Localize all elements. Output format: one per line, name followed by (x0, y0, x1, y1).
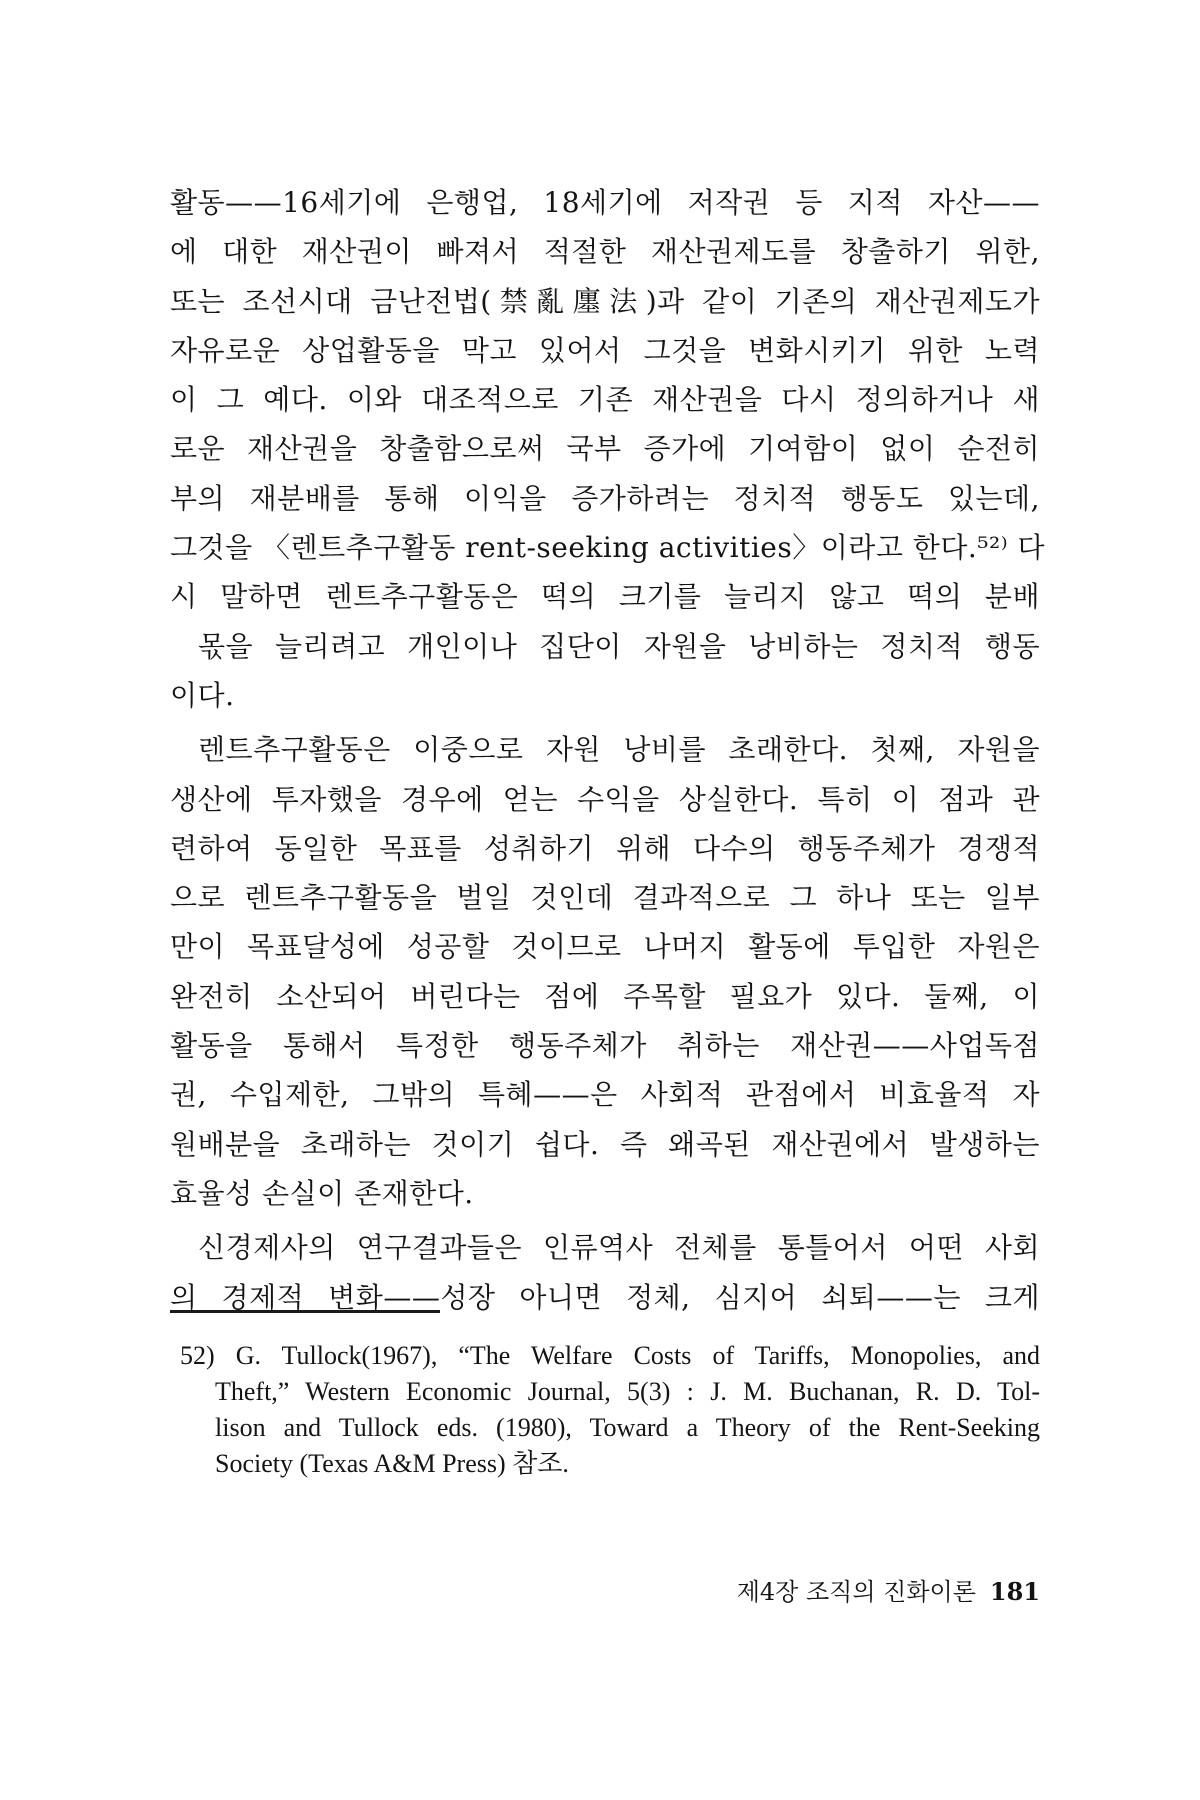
body-line: 련하여 동일한 목표를 성취하기 위해 다수의 행동주체가 경쟁적 (170, 831, 1040, 865)
body-line: 자유로운 상업활동을 막고 있어서 그것을 변화시키기 위한 노력 (170, 333, 1040, 367)
body-line: 이다. (170, 678, 235, 712)
body-line: 그것을 〈렌트추구활동 rent-seeking activities〉이라고 한다.⁵²⁾ 다 (170, 531, 1046, 565)
footnote-line: lison and Tullock eds. (1980), Toward a Theory of the Rent-Seeking (215, 1413, 1040, 1442)
footnote (180, 1338, 1040, 1482)
body-line: 의 경제적 변화——성장 아니면 정체, 심지어 쇠퇴——는 크게 (170, 1280, 1040, 1314)
paragraph-start-line: 렌트추구활동은 이중으로 자원 낭비를 초래한다. 첫째, 자원을 (198, 733, 1040, 767)
page-number: 181 (989, 1577, 1040, 1606)
body-line: 시 말하면 렌트추구활동은 떡의 크기를 늘리지 않고 떡의 분배 (170, 580, 1040, 614)
body-line: 생산에 투자했을 경우에 얻는 수익을 상실한다. 특히 이 점과 관 (170, 782, 1040, 816)
body-line: 이 그 예다. 이와 대조적으로 기존 재산권을 다시 정의하거나 새 (170, 383, 1040, 417)
body-line: 로운 재산권을 창출함으로써 국부 증가에 기여함이 없이 순전히 (170, 432, 1040, 466)
footnote-line: 52) G. Tullock(1967), “The Welfare Costs of Tariffs, Monopolies, and (180, 1341, 1040, 1370)
body-line: 만이 목표달성에 성공할 것이므로 나머지 활동에 투입한 자원은 (170, 930, 1040, 964)
body-line: 효율성 손실이 존재한다. (170, 1176, 474, 1210)
footnote-line: Society (Texas A&M Press) 참조. (215, 1449, 569, 1478)
body-line: 원배분을 초래하는 것이기 쉽다. 즉 왜곡된 재산권에서 발생하는 (170, 1127, 1040, 1161)
body-line: 몫을 늘리려고 개인이나 집단이 자원을 낭비하는 정치적 행동 (198, 629, 1040, 663)
footnote-rule (170, 1310, 440, 1313)
body-line: 활동을 통해서 특정한 행동주체가 취하는 재산권——사업독점 (170, 1029, 1040, 1063)
body-line: 으로 렌트추구활동을 벌일 것인데 결과적으로 그 하나 또는 일부 (170, 881, 1040, 915)
body-text (170, 178, 1046, 1322)
running-footer (670, 1572, 1040, 1607)
footnote-line: Theft,” Western Economic Journal, 5(3) : J. M. Buchanan, R. D. Tol- (215, 1377, 1040, 1406)
paragraph-start-line: 신경제사의 연구결과들은 인류역사 전체를 통틀어서 어떤 사회 (198, 1231, 1040, 1265)
body-line: 또는 조선시대 금난전법(禁亂廛法)과 같이 기존의 재산권제도가 (170, 284, 1040, 318)
body-line: 완전히 소산되어 버린다는 점에 주목할 필요가 있다. 둘째, 이 (170, 979, 1040, 1013)
body-line: 부의 재분배를 통해 이익을 증가하려는 정치적 행동도 있는데, (170, 481, 1040, 515)
body-line: 활동——16세기에 은행업, 18세기에 저작권 등 지적 자산—— (170, 186, 1040, 219)
body-line: 에 대한 재산권이 빠져서 적절한 재산권제도를 창출하기 위한, (170, 235, 1040, 269)
body-line: 권, 수입제한, 그밖의 특혜——은 사회적 관점에서 비효율적 자 (170, 1078, 1040, 1112)
chapter-title: 제4장 조직의 진화이론 (736, 1578, 976, 1606)
